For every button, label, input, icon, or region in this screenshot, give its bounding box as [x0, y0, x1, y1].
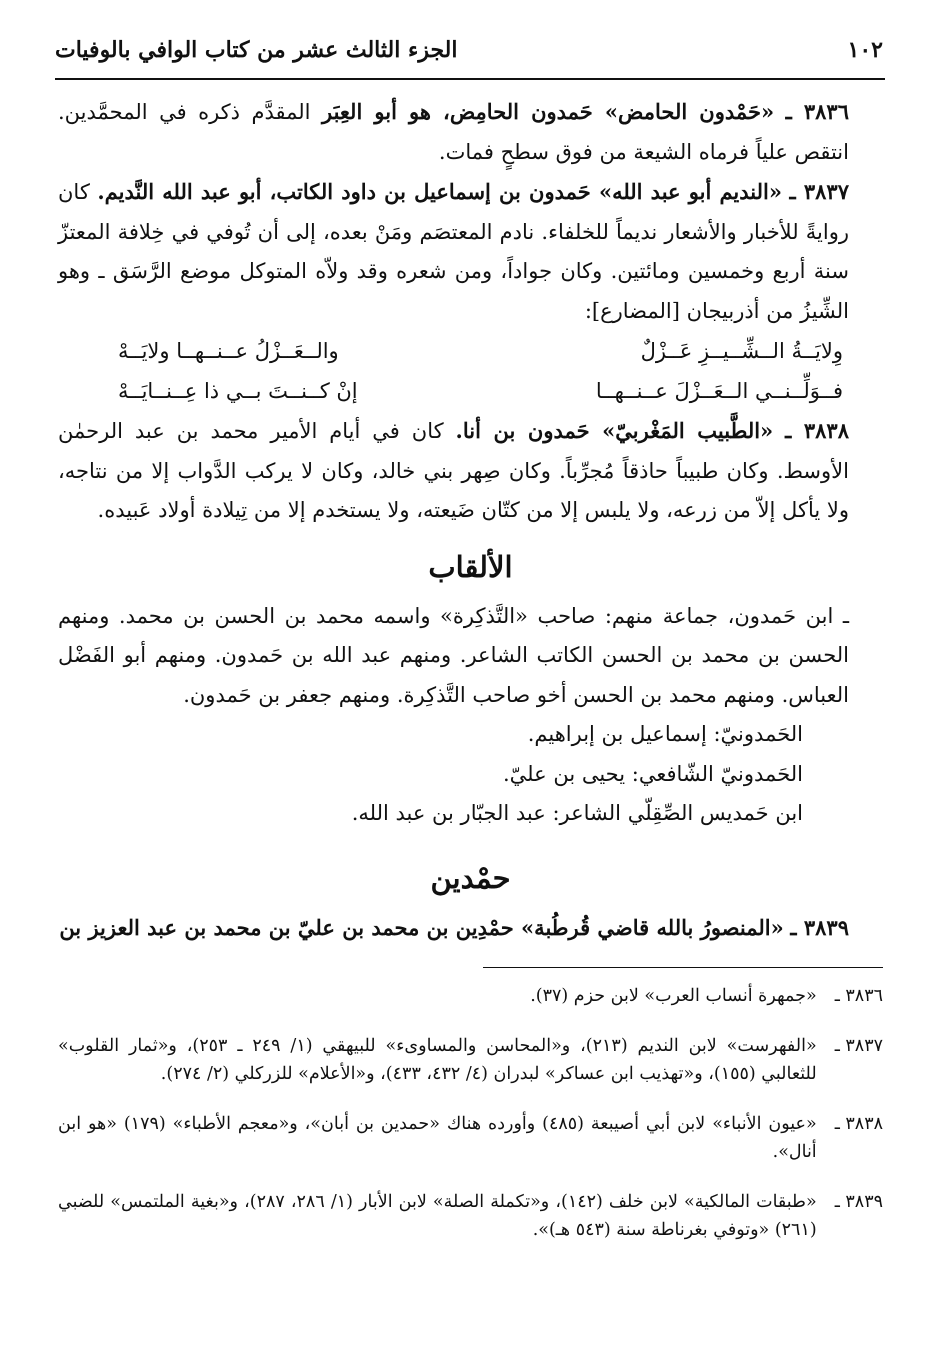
alqab-paragraph: ـ ابن حَمدون، جماعة منهم: صاحب «التَّذكِرة» واسمه محمد بن الحسن بن محمد. ومنهم الحسن بن محمد بن الحسن الكاتب الشاعر. ومنهم عبد الله بن حَمدون. ومنهم أبو الفَضْل العباس. ومنهم محمد بن الحسن أخو صاحب التَّذكِرة. ومنهم جعفر بن حَمدون. — [58, 603, 849, 707]
footnote-text: «الفهرست» لابن النديم (٢١٣)، و«المحاسن والمساوىء» للبيهقي (١/ ٢٤٩ ـ ٢٥٣)، و«ثمار القلوب» للثعالبي (١٥٥)، و«تهذيب ابن عساكر» لبدران (٤/ ٤٣٢، ٤٣٣)، و«الأعلام» للزركلي (٢/ ٢٧٤). — [58, 1036, 817, 1084]
laqab-item: ابن حَمديس الصِّقِلّي الشاعر: عبد الجبّار بن عبد الله. — [351, 801, 803, 825]
verse-line-1 — [58, 331, 883, 371]
entry-body: المقدَّم ذكره في المحمَّدين. انتقص علياً فرماه الشيعة من فوق سطحٍ فمات. — [58, 100, 849, 164]
entry-number: ٣٨٣٩ ـ — [790, 914, 849, 940]
page-number: ١٠٢ — [847, 37, 883, 63]
footnote — [58, 1188, 883, 1244]
entry-body: كان في أيام الأمير محمد بن عبد الرحمٰن الأوسط. وكان طبيباً حاذقاً مُجرِّباً. وكان صِهر بني خالد، وكان لا يركب الدَّواب إلا من نتاجه، ولا يأكل إلاّ من زرعه، ولا يلبس إلا من كتّان ضَيعته، ولا يستخدم إلا من تِيلادة أولاد عَبيده. — [58, 419, 849, 522]
entry-number: ٣٨٣٦ ـ — [785, 99, 849, 124]
footnote-number: ٣٨٣٦ ـ — [834, 986, 883, 1006]
entry-3837 — [58, 172, 883, 331]
entry-heading: «حَمْدون الحامض» حَمدون الحامِض، هو أبو العِبَر — [321, 99, 775, 124]
entry-heading: «الطَّبيب المَغْربيّ» حَمدون بن أنا. — [455, 418, 774, 443]
entry-3839 — [58, 908, 883, 949]
header-rule — [55, 78, 885, 80]
laqab-item: الحَمدونيّ: إسماعيل بن إبراهيم. — [527, 722, 803, 746]
footnotes — [58, 982, 883, 1266]
entry-heading: «النديم أبو عبد الله» حَمدون بن إسماعيل بن داود الكاتب، أبو عبد الله النَّديم. — [97, 179, 782, 204]
footnote-number: ٣٨٣٧ ـ — [834, 1036, 883, 1056]
verse-hemistich: فــوَلِّــنــي الــعَــزْلَ عــنــهــا — [595, 379, 843, 403]
main-text — [58, 92, 883, 948]
verse-hemistich: وِلايَــةُ الــشِّــيــزِ عَــزْلٌ — [640, 339, 843, 363]
footnote-text: «عيون الأنباء» لابن أبي أصيبعة (٤٨٥) وأورده هناك «حمدين بن أبان»، و«معجم الأطباء» (١٧٩) «هو ابن أنال». — [58, 1114, 817, 1162]
entry-heading: «المنصورُ بالله قاضي قُرطُبة» حمْدِين بن محمد بن عليّ بن محمد بن عبد العزيز بن — [59, 914, 784, 940]
footnote — [58, 1032, 883, 1088]
entry-number: ٣٨٣٧ ـ — [789, 179, 849, 204]
footnote — [58, 1110, 883, 1166]
footnote — [58, 982, 883, 1010]
entry-3838 — [58, 411, 883, 531]
entry-3836 — [58, 92, 883, 172]
verse-hemistich: إنْ كــنــتَ بــي ذا عِــنــايَــهْ — [118, 379, 358, 403]
verse-line-2 — [58, 371, 883, 411]
entry-number: ٣٨٣٨ ـ — [785, 418, 849, 443]
entry-body: كان روايةً للأخبار والأشعار نديماً للخلفاء. نادم المعتصَم ومَنْ بعده، إلى أن تُوفي في خِلافة المعتزّ سنة أربع وخمسين ومائتين. وكان جواداً، ومن شعره وقد ولاّه المتوكل موضع الرَّسَق ـ وهو الشِّيزُ من أذربيجان [المضارع]: — [58, 180, 849, 323]
section-title-hamdin: حمْدين — [430, 860, 511, 895]
footnote-text: «طبقات المالكية» لابن خلف (١٤٢)، و«تكملة الصلة» لابن الأبار (١/ ٢٨٦، ٢٨٧)، و«بغية الملتمس» للضبي (٢٦١) «وتوفي بغرناطة سنة (٥٤٣ هـ)». — [58, 1192, 817, 1240]
running-title: الجزء الثالث عشر من كتاب الوافي بالوفيات — [55, 37, 458, 63]
footnote-rule — [483, 967, 883, 968]
laqab-item: الحَمدونيّ الشّافعي: يحيى بن عليّ. — [503, 761, 803, 786]
section-title-alqab: الألقاب — [428, 549, 513, 584]
verse-hemistich: والــعَــزْلُ عــنــهــا ولايَــهْ — [118, 339, 339, 363]
footnote-number: ٣٨٣٨ ـ — [834, 1114, 883, 1134]
footnote-number: ٣٨٣٩ ـ — [834, 1192, 883, 1212]
footnote-text: «جمهرة أنساب العرب» لابن حزم (٣٧). — [530, 986, 817, 1006]
running-header — [55, 28, 883, 72]
